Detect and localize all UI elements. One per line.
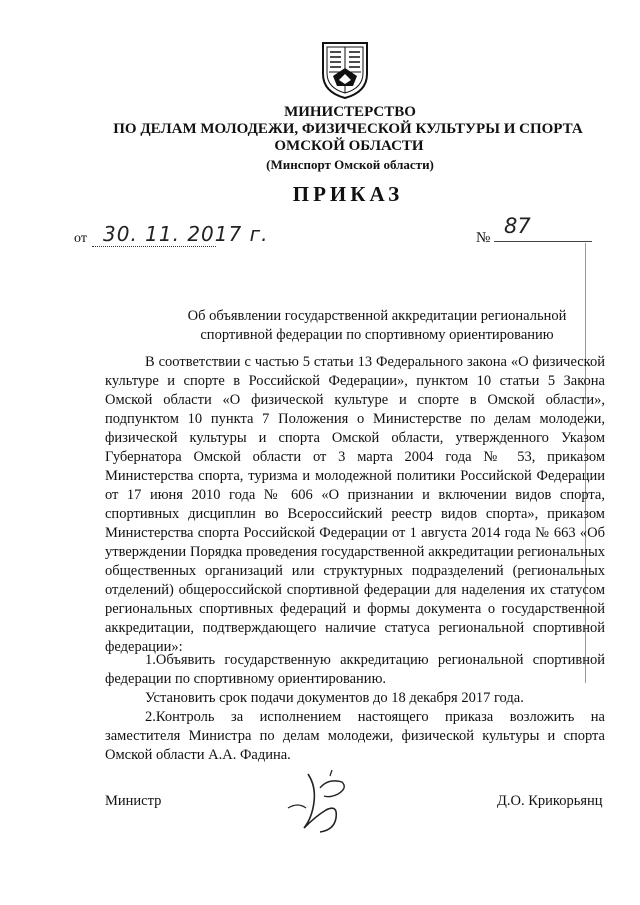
ministry-title-line2: ПО ДЕЛАМ МОЛОДЕЖИ, ФИЗИЧЕСКОЙ КУЛЬТУРЫ И СПОРТА (113, 121, 583, 137)
handwritten-signature (286, 768, 366, 838)
number-label: № (476, 230, 491, 246)
ministry-short-name: (Минспорт Омской области) (266, 157, 434, 172)
date-value: 30. 11. 2017 г. (103, 222, 269, 246)
signatory-name: Д.О. Крикорьянц (497, 793, 603, 809)
body-paragraph-2: 1.Объявить государственную аккредитацию региональной спортивной федерации по спортивному ориентированию. (105, 652, 605, 687)
date-underline (92, 246, 216, 247)
body-paragraph-4: 2.Контроль за исполнением настоящего приказа возложить на заместителя Министра по делам молодежи, физической культуры и спорта Омской области А.А. Фадина. (105, 709, 605, 763)
body-paragraph-1: В соответствии с частью 5 статьи 13 Федерального закона «О физической культуре и спорте в Российской Федерации», пунктом 10 статьи 5 Закона Омской области «О физической культуре и спорте в Омской области», подпунктом 10 пункта 7 Положения о Министерстве по делам молодежи, физической культуры и спорта Омской области, утвержденного Указом Губернатора Омской области от 3 марта 2004 года № 53, приказом Министерства спорта, туризма и молодежной политики Российской Федерации от 17 июня 2010 года № 606 «О признании и включении видов спорта, спортивных дисциплин во Всероссийский реестр видов спорта», приказом Министерства спорта Российской Федерации от 1 августа 2014 года № 663 «Об утверждении Порядка проведения государственной аккредитации региональных общественных организаций или структурных подразделений (региональных отделений) общероссийской спортивной федерации для наделения их статусом региональных спортивных федераций и формы документа о государственной аккредитации, подтверждающего наличие статуса региональной спортивной федерации»: (105, 354, 605, 655)
date-label: от (74, 231, 87, 246)
coat-of-arms-emblem (319, 40, 371, 100)
ministry-title: МИНИСТЕРСТВО (284, 104, 416, 120)
order-subject: Об объявлении государственной аккредитации региональной спортивной федерации по спортивному ориентированию (187, 308, 567, 343)
number-underline (494, 241, 592, 242)
document-title: ПРИКАЗ (292, 182, 404, 206)
number-value: 87 (504, 214, 531, 238)
body-paragraph-3: Установить срок подачи документов до 18 декабря 2017 года. (145, 690, 524, 706)
signatory-position: Министр (105, 793, 162, 809)
ministry-title-line3: ОМСКОЙ ОБЛАСТИ (274, 138, 424, 154)
